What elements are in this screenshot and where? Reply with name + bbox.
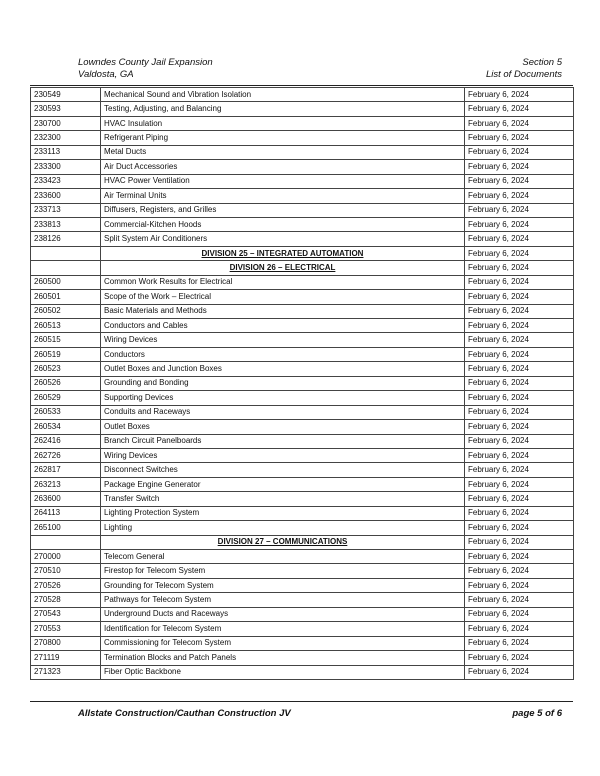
section-number-cell: 230593: [31, 102, 101, 116]
section-number-cell: 270000: [31, 550, 101, 564]
section-title-cell: Conductors and Cables: [101, 319, 465, 333]
section-number-cell: 270528: [31, 593, 101, 607]
date-cell: February 6, 2024: [465, 607, 574, 621]
footer-divider: [30, 701, 573, 702]
table-row: [31, 521, 574, 535]
section-number-cell: 230549: [31, 88, 101, 102]
section-title-cell: Conduits and Raceways: [101, 405, 465, 419]
date-cell: February 6, 2024: [465, 347, 574, 361]
project-header: [78, 57, 213, 81]
section-number-cell: 260534: [31, 420, 101, 434]
table-row: [31, 405, 574, 419]
table-row: [31, 88, 574, 102]
date-cell: February 6, 2024: [465, 131, 574, 145]
section-number-cell: 263600: [31, 492, 101, 506]
division-heading: DIVISION 27 – COMMUNICATIONS: [101, 535, 465, 549]
documents-table-body: [31, 88, 574, 680]
date-cell: February 6, 2024: [465, 88, 574, 102]
section-title-cell: Grounding for Telecom System: [101, 578, 465, 592]
date-cell: February 6, 2024: [465, 261, 574, 275]
table-row: [31, 593, 574, 607]
table-row: [31, 347, 574, 361]
section-number-cell: 260502: [31, 304, 101, 318]
section-number-cell: 233813: [31, 217, 101, 231]
section-title-cell: HVAC Power Ventilation: [101, 174, 465, 188]
project-location: Valdosta, GA: [78, 69, 134, 80]
table-row: [31, 362, 574, 376]
table-row: [31, 607, 574, 621]
section-number-cell: [31, 246, 101, 260]
table-row: [31, 145, 574, 159]
date-cell: February 6, 2024: [465, 376, 574, 390]
section-number: Section 5: [522, 57, 562, 68]
date-cell: February 6, 2024: [465, 160, 574, 174]
table-row: [31, 434, 574, 448]
section-title-cell: Commercial-Kitchen Hoods: [101, 217, 465, 231]
table-row: [31, 665, 574, 679]
section-number-cell: 238126: [31, 232, 101, 246]
section-number-cell: 262817: [31, 463, 101, 477]
section-number-cell: 271119: [31, 651, 101, 665]
date-cell: February 6, 2024: [465, 535, 574, 549]
section-title-cell: Pathways for Telecom System: [101, 593, 465, 607]
section-title-cell: Refrigerant Piping: [101, 131, 465, 145]
table-row: [31, 391, 574, 405]
table-row: [31, 304, 574, 318]
division-row: [31, 535, 574, 549]
section-number-cell: 260526: [31, 376, 101, 390]
section-title-cell: Basic Materials and Methods: [101, 304, 465, 318]
table-row: [31, 448, 574, 462]
table-row: [31, 636, 574, 650]
footer-company: Allstate Construction/Cauthan Construction JV: [78, 708, 291, 719]
table-row: [31, 477, 574, 491]
section-number-cell: 260519: [31, 347, 101, 361]
section-title-cell: Common Work Results for Electrical: [101, 275, 465, 289]
section-title-cell: Package Engine Generator: [101, 477, 465, 491]
table-row: [31, 420, 574, 434]
section-title-cell: Testing, Adjusting, and Balancing: [101, 102, 465, 116]
section-title-cell: Lighting Protection System: [101, 506, 465, 520]
date-cell: February 6, 2024: [465, 463, 574, 477]
division-row: [31, 246, 574, 260]
section-number-cell: 232300: [31, 131, 101, 145]
date-cell: February 6, 2024: [465, 665, 574, 679]
date-cell: February 6, 2024: [465, 217, 574, 231]
section-number-cell: [31, 535, 101, 549]
date-cell: February 6, 2024: [465, 550, 574, 564]
division-heading: DIVISION 25 – INTEGRATED AUTOMATION: [101, 246, 465, 260]
date-cell: February 6, 2024: [465, 622, 574, 636]
section-title-cell: Air Terminal Units: [101, 189, 465, 203]
section-number-cell: 271323: [31, 665, 101, 679]
table-row: [31, 550, 574, 564]
division-heading: DIVISION 26 – ELECTRICAL: [101, 261, 465, 275]
section-title-cell: Outlet Boxes and Junction Boxes: [101, 362, 465, 376]
section-title-cell: HVAC Insulation: [101, 116, 465, 130]
date-cell: February 6, 2024: [465, 564, 574, 578]
table-row: [31, 275, 574, 289]
table-row: [31, 217, 574, 231]
section-title: List of Documents: [485, 69, 562, 80]
date-cell: February 6, 2024: [465, 521, 574, 535]
section-number-cell: 260501: [31, 290, 101, 304]
table-row: [31, 174, 574, 188]
date-cell: February 6, 2024: [465, 448, 574, 462]
section-number-cell: 262416: [31, 434, 101, 448]
section-title-cell: Supporting Devices: [101, 391, 465, 405]
section-number-cell: 265100: [31, 521, 101, 535]
table-row: [31, 492, 574, 506]
table-row: [31, 463, 574, 477]
date-cell: February 6, 2024: [465, 290, 574, 304]
table-row: [31, 622, 574, 636]
division-row: [31, 261, 574, 275]
section-title-cell: Mechanical Sound and Vibration Isolation: [101, 88, 465, 102]
section-number-cell: 260513: [31, 319, 101, 333]
date-cell: February 6, 2024: [465, 420, 574, 434]
section-title-cell: Diffusers, Registers, and Grilles: [101, 203, 465, 217]
section-title-cell: Fiber Optic Backbone: [101, 665, 465, 679]
section-number-cell: 262726: [31, 448, 101, 462]
section-number-cell: 260500: [31, 275, 101, 289]
date-cell: February 6, 2024: [465, 492, 574, 506]
table-row: [31, 102, 574, 116]
table-row: [31, 160, 574, 174]
table-row: [31, 232, 574, 246]
date-cell: February 6, 2024: [465, 651, 574, 665]
section-title-cell: Commissioning for Telecom System: [101, 636, 465, 650]
section-number-cell: 270553: [31, 622, 101, 636]
section-title-cell: Scope of the Work – Electrical: [101, 290, 465, 304]
section-title-cell: Telecom General: [101, 550, 465, 564]
section-number-cell: 233600: [31, 189, 101, 203]
section-title-cell: Wiring Devices: [101, 333, 465, 347]
section-title-cell: Branch Circuit Panelboards: [101, 434, 465, 448]
section-number-cell: 270510: [31, 564, 101, 578]
header-divider: [30, 85, 573, 86]
date-cell: February 6, 2024: [465, 246, 574, 260]
section-title-cell: Outlet Boxes: [101, 420, 465, 434]
table-row: [31, 189, 574, 203]
section-number-cell: 270543: [31, 607, 101, 621]
date-cell: February 6, 2024: [465, 275, 574, 289]
date-cell: February 6, 2024: [465, 145, 574, 159]
section-number-cell: 263213: [31, 477, 101, 491]
section-number-cell: 233713: [31, 203, 101, 217]
date-cell: February 6, 2024: [465, 362, 574, 376]
date-cell: February 6, 2024: [465, 232, 574, 246]
section-number-cell: 260529: [31, 391, 101, 405]
date-cell: February 6, 2024: [465, 333, 574, 347]
section-title-cell: Grounding and Bonding: [101, 376, 465, 390]
section-title-cell: Lighting: [101, 521, 465, 535]
table-row: [31, 376, 574, 390]
date-cell: February 6, 2024: [465, 636, 574, 650]
section-number-cell: 260515: [31, 333, 101, 347]
section-title-cell: Identification for Telecom System: [101, 622, 465, 636]
section-title-cell: Firestop for Telecom System: [101, 564, 465, 578]
section-title-cell: Underground Ducts and Raceways: [101, 607, 465, 621]
section-title-cell: Air Duct Accessories: [101, 160, 465, 174]
section-title-cell: Disconnect Switches: [101, 463, 465, 477]
section-title-cell: Transfer Switch: [101, 492, 465, 506]
table-row: [31, 203, 574, 217]
date-cell: February 6, 2024: [465, 391, 574, 405]
section-title-cell: Conductors: [101, 347, 465, 361]
project-name: Lowndes County Jail Expansion: [78, 57, 213, 68]
table-row: [31, 131, 574, 145]
section-number-cell: 270800: [31, 636, 101, 650]
date-cell: February 6, 2024: [465, 102, 574, 116]
date-cell: February 6, 2024: [465, 593, 574, 607]
section-number-cell: 233300: [31, 160, 101, 174]
table-row: [31, 116, 574, 130]
section-number-cell: [31, 261, 101, 275]
date-cell: February 6, 2024: [465, 477, 574, 491]
table-row: [31, 564, 574, 578]
section-number-cell: 260533: [31, 405, 101, 419]
section-number-cell: 233113: [31, 145, 101, 159]
table-row: [31, 319, 574, 333]
table-row: [31, 651, 574, 665]
date-cell: February 6, 2024: [465, 405, 574, 419]
section-title-cell: Split System Air Conditioners: [101, 232, 465, 246]
date-cell: February 6, 2024: [465, 319, 574, 333]
section-header: [486, 57, 562, 81]
table-row: [31, 333, 574, 347]
table-row: [31, 290, 574, 304]
table-row: [31, 578, 574, 592]
section-title-cell: Metal Ducts: [101, 145, 465, 159]
date-cell: February 6, 2024: [465, 578, 574, 592]
section-title-cell: Termination Blocks and Patch Panels: [101, 651, 465, 665]
section-number-cell: 233423: [31, 174, 101, 188]
date-cell: February 6, 2024: [465, 189, 574, 203]
date-cell: February 6, 2024: [465, 434, 574, 448]
date-cell: February 6, 2024: [465, 174, 574, 188]
section-number-cell: 270526: [31, 578, 101, 592]
documents-table: [30, 87, 574, 680]
page-number: page 5 of 6: [512, 708, 562, 719]
section-title-cell: Wiring Devices: [101, 448, 465, 462]
section-number-cell: 230700: [31, 116, 101, 130]
table-row: [31, 506, 574, 520]
date-cell: February 6, 2024: [465, 506, 574, 520]
section-number-cell: 264113: [31, 506, 101, 520]
section-number-cell: 260523: [31, 362, 101, 376]
date-cell: February 6, 2024: [465, 203, 574, 217]
date-cell: February 6, 2024: [465, 304, 574, 318]
date-cell: February 6, 2024: [465, 116, 574, 130]
